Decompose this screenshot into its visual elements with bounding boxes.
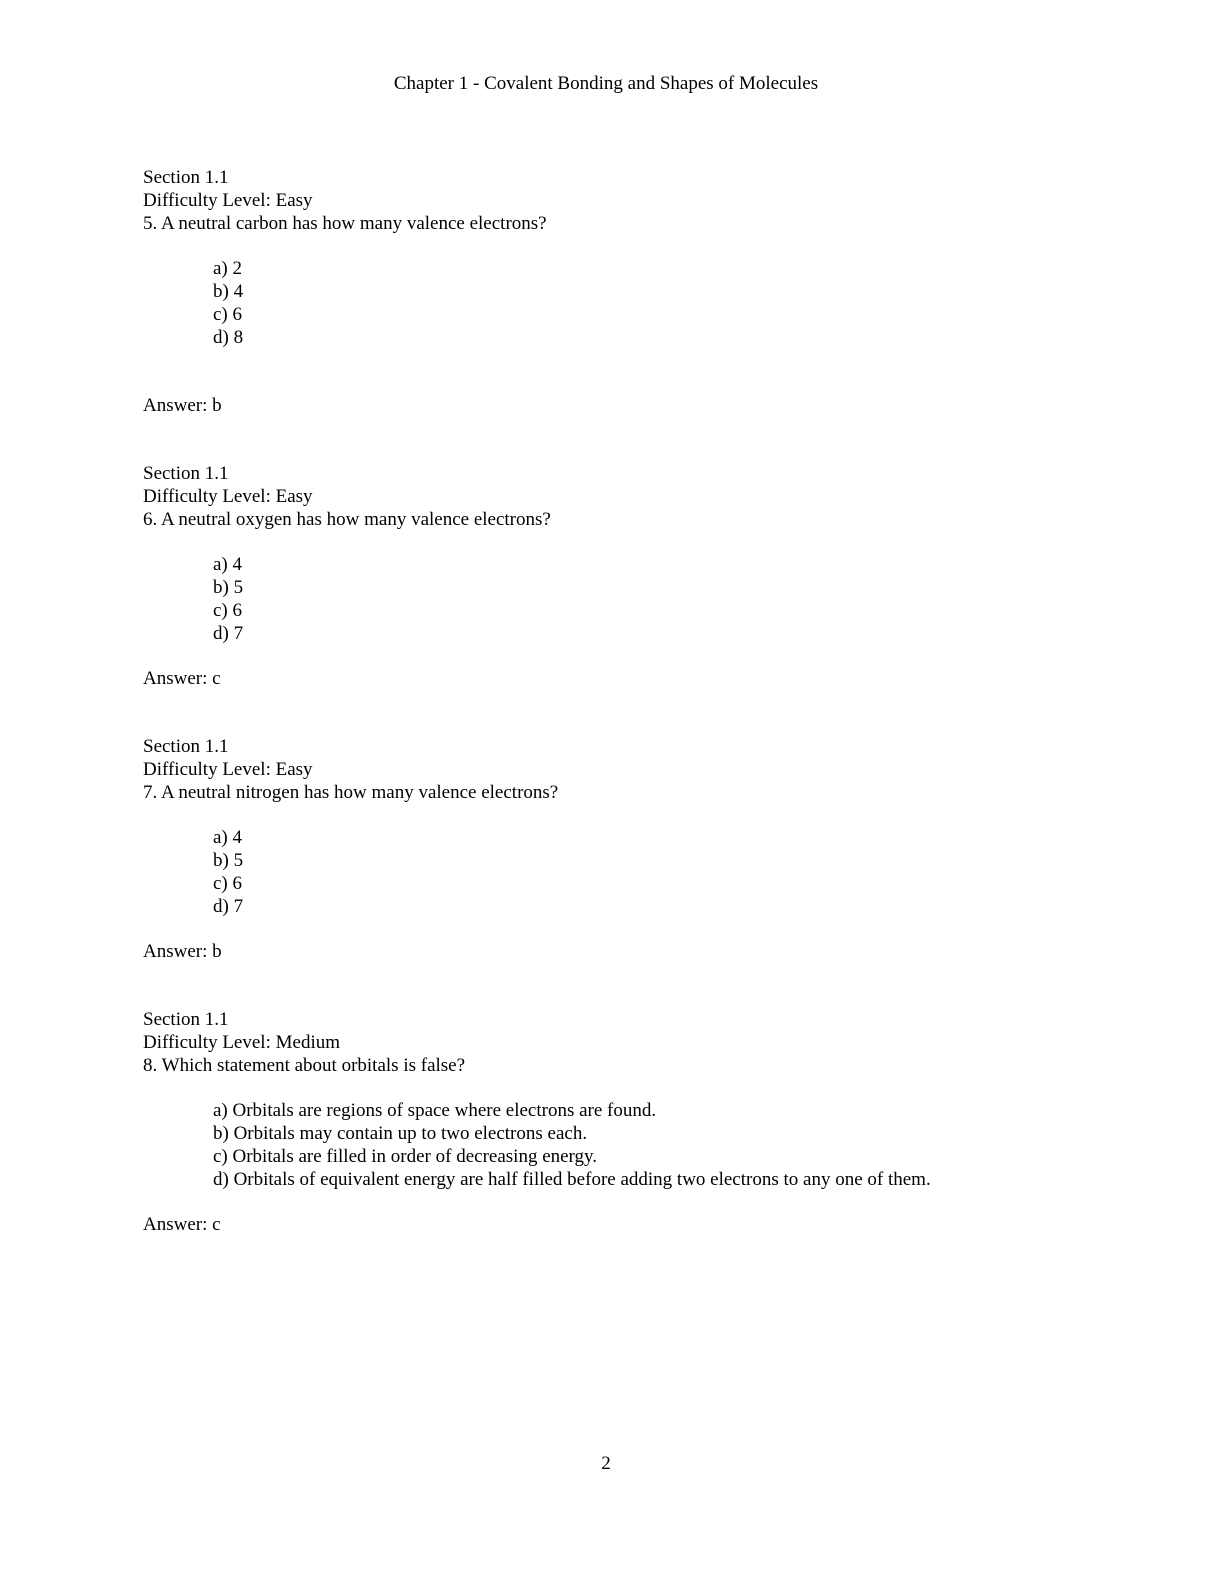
option-b: b) 4 xyxy=(213,281,244,302)
option-c: c) 6 xyxy=(213,600,243,621)
difficulty-label: Difficulty Level: Easy xyxy=(143,190,313,211)
answer-options xyxy=(143,553,1093,645)
option-d: d) 8 xyxy=(213,327,244,348)
section-label: Section 1.1 xyxy=(143,463,229,484)
question-text: 6. A neutral oxygen has how many valence electrons? xyxy=(143,509,551,530)
difficulty-label: Difficulty Level: Easy xyxy=(143,759,313,780)
option-b: b) 5 xyxy=(213,850,244,871)
option-a: a) Orbitals are regions of space where electrons are found. xyxy=(213,1100,657,1121)
option-b: b) 5 xyxy=(213,577,244,598)
answer-text: Answer: c xyxy=(143,1214,221,1235)
answer-options xyxy=(143,826,1093,918)
page-header: Chapter 1 - Covalent Bonding and Shapes of Molecules xyxy=(393,73,819,94)
option-d: d) Orbitals of equivalent energy are half filled before adding two electrons to any one of them. xyxy=(213,1169,931,1190)
option-b: b) Orbitals may contain up to two electrons each. xyxy=(213,1123,588,1144)
question-block xyxy=(143,735,1093,963)
question-text: 7. A neutral nitrogen has how many valence electrons? xyxy=(143,782,559,803)
question-block xyxy=(143,462,1093,690)
option-a: a) 4 xyxy=(213,554,243,575)
option-c: c) 6 xyxy=(213,304,243,325)
option-d: d) 7 xyxy=(213,896,244,917)
answer-text: Answer: c xyxy=(143,668,221,689)
answer-options xyxy=(143,1099,1093,1191)
difficulty-label: Difficulty Level: Easy xyxy=(143,486,313,507)
option-a: a) 4 xyxy=(213,827,243,848)
option-c: c) 6 xyxy=(213,873,243,894)
difficulty-label: Difficulty Level: Medium xyxy=(143,1032,340,1053)
option-d: d) 7 xyxy=(213,623,244,644)
answer-text: Answer: b xyxy=(143,941,222,962)
question-block xyxy=(143,1008,1093,1236)
option-a: a) 2 xyxy=(213,258,243,279)
page-number: 2 xyxy=(601,1453,611,1474)
section-label: Section 1.1 xyxy=(143,1009,229,1030)
option-c: c) Orbitals are filled in order of decreasing energy. xyxy=(213,1146,598,1167)
answer-options xyxy=(143,257,1093,349)
section-label: Section 1.1 xyxy=(143,167,229,188)
question-text: 5. A neutral carbon has how many valence electrons? xyxy=(143,213,547,234)
question-text: 8. Which statement about orbitals is false? xyxy=(143,1055,466,1076)
section-label: Section 1.1 xyxy=(143,736,229,757)
answer-text: Answer: b xyxy=(143,395,222,416)
question-block xyxy=(143,166,1093,417)
